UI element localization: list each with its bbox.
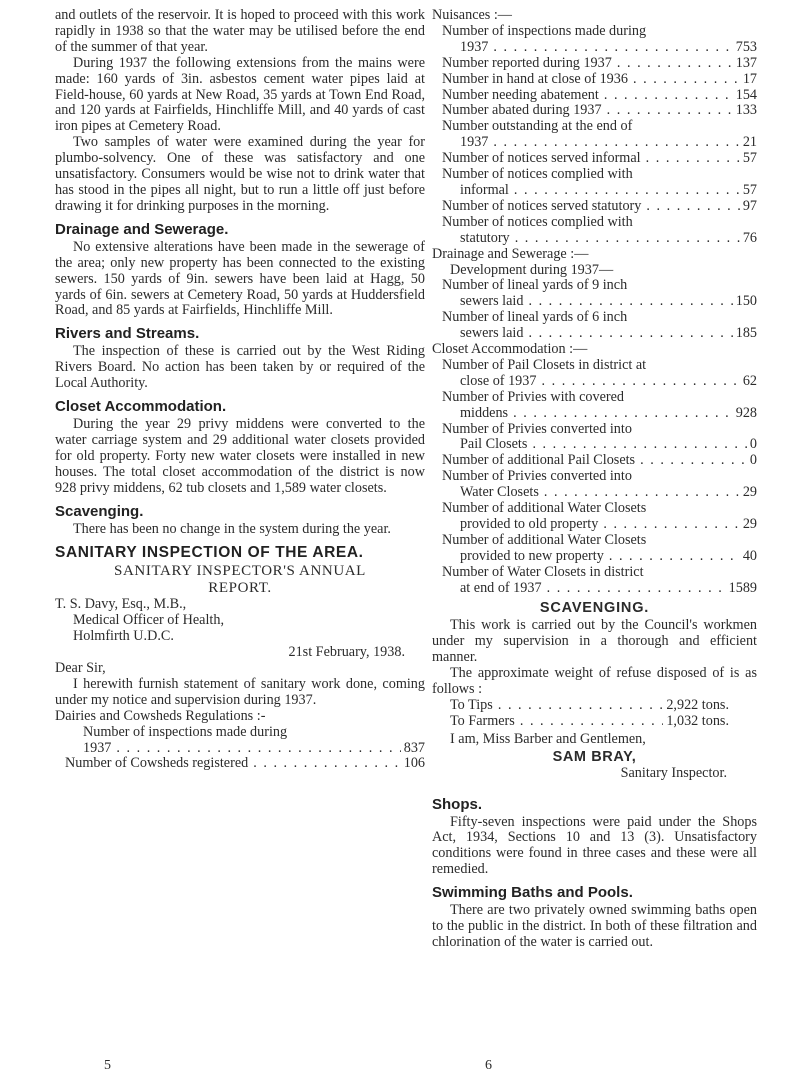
rivers-heading: Rivers and Streams. [55, 325, 200, 343]
stat-row [442, 88, 757, 104]
stat-value: 928 [735, 404, 757, 421]
stat-value: 97 [742, 197, 757, 214]
sanitary-inspection-heading: SANITARY INSPECTION OF THE AREA. [55, 544, 364, 562]
stat-label-wrap: Number of additional Water Closets [442, 531, 647, 548]
stat-label: Number reported during 1937 . . . [442, 56, 733, 72]
stat-label-wrap: Number of notices complied with [442, 166, 633, 183]
stat-value: 29 [742, 516, 757, 532]
address-line-1: T. S. Davy, Esq., M.B., [55, 596, 187, 613]
stat-row [442, 549, 757, 565]
stat-label-wrap: Number of inspections made during [83, 723, 288, 740]
stat-label: middens . . . [460, 406, 733, 422]
stat-row [65, 756, 425, 772]
right-column [432, 8, 757, 951]
stat-label: provided to old property . . . [460, 517, 740, 533]
report-title-line-2: REPORT. [208, 580, 272, 597]
stat-label: 1937 . . . [83, 741, 401, 757]
stat-row [65, 741, 425, 757]
stat-value: 17 [742, 70, 757, 87]
stat-value: 40 [742, 547, 757, 564]
stat-label-wrap: Number of Privies converted into [442, 468, 632, 485]
plumbo-solvency-paragraph: Two samples of water were examined during the year for plumbo-solvency. One of these was satisfactory and one unsatisfactory. Consumers would be wise not to drink water that has stood in the pipes all night, but to run a little off just before drawing it for drinking purposes in the morning. [55, 134, 425, 214]
stat-row [442, 183, 757, 199]
stat-value: 0 [749, 452, 757, 469]
refuse-weight-paragraph: The approximate weight of refuse disposed of is as follows : [432, 665, 757, 698]
scavenging-paragraph: There has been no change in the system during the year. [73, 520, 391, 537]
stat-label: Number of Cowsheds registered . . . [65, 756, 401, 772]
refuse-label: To Farmers . . . [450, 714, 663, 730]
stat-row [442, 485, 757, 501]
stat-label: Number of notices served informal . . . [442, 151, 740, 167]
stat-row [442, 40, 757, 56]
stat-row [442, 199, 757, 215]
drainage-sewerage-heading: Drainage and Sewerage :— [432, 245, 589, 262]
stat-label: sewers laid . . . [460, 326, 733, 342]
stat-label-wrap: Number of lineal yards of 6 inch [442, 309, 628, 326]
stat-label-wrap: Number of lineal yards of 9 inch [442, 277, 628, 294]
stat-label-wrap: Number of Water Closets in district [442, 563, 644, 580]
stat-label: close of 1937 . . . [460, 374, 740, 390]
stat-label-wrap: Number of Pail Closets in district at [442, 356, 647, 373]
stat-label-wrap: Number of notices complied with [442, 213, 633, 230]
stat-row [442, 517, 757, 533]
stat-value: 1589 [728, 579, 757, 596]
stat-row [442, 135, 757, 151]
stat-label: sewers laid . . . [460, 294, 733, 310]
refuse-row [432, 698, 757, 714]
signature-title: Sanitary Inspector. [620, 764, 727, 781]
stat-row [442, 326, 757, 342]
stat-value: 837 [403, 739, 425, 756]
stat-row [442, 231, 757, 247]
stat-row [442, 294, 757, 310]
address-line-2: Medical Officer of Health, [73, 612, 225, 629]
stat-label: provided to new property . . . [460, 549, 740, 565]
address-line-3: Holmfirth U.D.C. [73, 628, 174, 645]
stat-row [442, 103, 757, 119]
shops-paragraph: Fifty-seven inspections were paid under the Shops Act, 1934, Sections 10 and 13 (3). Unsatisfactory conditions were found in three cases and these were all remedied. [432, 813, 757, 878]
closet-accommodation-heading: Closet Accommodation :— [432, 341, 588, 358]
stat-value: 57 [742, 150, 757, 167]
stat-label: Water Closets . . . [460, 485, 740, 501]
stat-value: 753 [735, 38, 757, 55]
stat-row [442, 581, 757, 597]
stat-row [442, 453, 757, 469]
baths-heading: Swimming Baths and Pools. [432, 884, 633, 902]
left-column [55, 8, 425, 772]
drainage-heading: Drainage and Sewerage. [55, 220, 229, 238]
stat-label: at end of 1937 . . . [460, 581, 726, 597]
stat-label-wrap: Number of inspections made during [442, 22, 647, 39]
letter-date: 21st February, 1938. [288, 644, 405, 661]
stat-value: 133 [735, 102, 757, 119]
stat-value: 185 [735, 325, 757, 342]
stat-label: Number in hand at close of 1936 . . . [442, 72, 740, 88]
shops-heading: Shops. [432, 795, 483, 813]
stat-label: Number of notices served statutory . . . [442, 199, 740, 215]
stat-row [442, 72, 757, 88]
scavenging-heading: Scavenging. [55, 502, 144, 520]
refuse-row [432, 714, 757, 730]
salutation: Dear Sir, [55, 660, 106, 676]
page-number-right: 6 [485, 1058, 492, 1073]
stat-value: 21 [742, 134, 757, 151]
drainage-development-subheading: Development during 1937— [450, 261, 614, 278]
stat-value: 57 [742, 181, 757, 198]
refuse-label: To Tips . . . [450, 698, 663, 714]
letter-paragraph: I herewith furnish statement of sanitary work done, coming under my notice and supervision during 1937. [55, 675, 425, 708]
nuisances-heading: Nuisances :— [432, 7, 512, 23]
stat-label-wrap: Number of Privies with covered [442, 388, 625, 405]
page-number-left: 5 [104, 1058, 111, 1073]
stat-label-wrap: Number of Privies converted into [442, 420, 632, 437]
closing-line: I am, Miss Barber and Gentlemen, [450, 730, 646, 747]
stat-label: Number needing abatement . . . [442, 88, 733, 104]
stat-value: 154 [735, 86, 757, 103]
baths-paragraph: There are two privately owned swimming baths open to the public in the district. In both of these filtration and chlorination of the water is carried out. [432, 902, 757, 950]
drainage-stats [432, 278, 757, 342]
stat-label-wrap: Number outstanding at the end of [442, 118, 633, 135]
stat-label: Number of additional Pail Closets . . . [442, 453, 747, 469]
dairies-stats [55, 725, 425, 773]
scavenging-work-paragraph: This work is carried out by the Council's workmen under my supervision in a thorough and efficient manner. [432, 617, 757, 666]
stat-value: 150 [735, 293, 757, 310]
stat-label: Number abated during 1937 . . . [442, 103, 733, 119]
stat-value: 0 [749, 436, 757, 453]
stat-row [442, 56, 757, 72]
rivers-paragraph: The inspection of these is carried out by the West Riding Rivers Board. No action has been taken by or required of the Local Authority. [55, 343, 425, 392]
closet-stats [432, 358, 757, 597]
dairies-heading: Dairies and Cowsheds Regulations :- [55, 707, 266, 724]
stat-label: Pail Closets . . . [460, 437, 747, 453]
stat-value: 137 [735, 54, 757, 71]
stat-row [442, 437, 757, 453]
refuse-value: 2,922 tons. [666, 696, 729, 713]
stat-value: 29 [742, 484, 757, 501]
nuisances-stats [432, 24, 757, 247]
extensions-paragraph: During 1937 the following extensions from the mains were made: 160 yards of 3in. asbestos cement water pipes laid at Field-house, 60 yards at New Road, 35 yards at Town End Road, and 120 yards at Fairfields, Hinchliffe Mill, and 40 yards of cast iron pipes at Cemetery Road. [55, 54, 425, 135]
closet-paragraph: During the year 29 privy middens were converted to the water carriage system and 29 additional water closets provided for old property. Forty new water closets were installed in new houses. The total closet accommodation of the district is now 928 privy middens, 62 tub closets and 1,589 water closets. [55, 416, 425, 496]
drainage-paragraph: No extensive alterations have been made in the sewerage of the area; only new property has been connected to the existing sewers. 150 yards of 9in. sewers have been laid at Hagg, 50 yards of 6in. sewers at Cemetery Road, 50 yards at Huddersfield Road, and 85 yards at Fairfields, Hinchliffe Mill. [55, 238, 425, 319]
stat-value: 106 [403, 755, 425, 772]
intro-paragraph: and outlets of the reservoir. It is hoped to proceed with this work rapidly in 1938 so that the water may be utilised before the end of the summer of that year. [55, 7, 425, 55]
stat-label: 1937 . . . [460, 135, 740, 151]
stat-row [442, 151, 757, 167]
scavenging-section-heading: SCAVENGING. [539, 599, 650, 616]
refuse-value: 1,032 tons. [666, 712, 729, 729]
report-title-line-1: SANITARY INSPECTOR'S ANNUAL [114, 563, 366, 580]
signature-name: SAM BRAY, [552, 748, 637, 765]
stat-label-wrap: Number of additional Water Closets [442, 500, 647, 517]
stat-label: informal . . . [460, 183, 740, 199]
stat-label: statutory . . . [460, 231, 740, 247]
stat-label: 1937 . . . [460, 40, 733, 56]
closet-heading: Closet Accommodation. [55, 398, 227, 416]
stat-value: 62 [742, 372, 757, 389]
stat-value: 76 [742, 229, 757, 246]
stat-row [442, 374, 757, 390]
stat-row [442, 406, 757, 422]
